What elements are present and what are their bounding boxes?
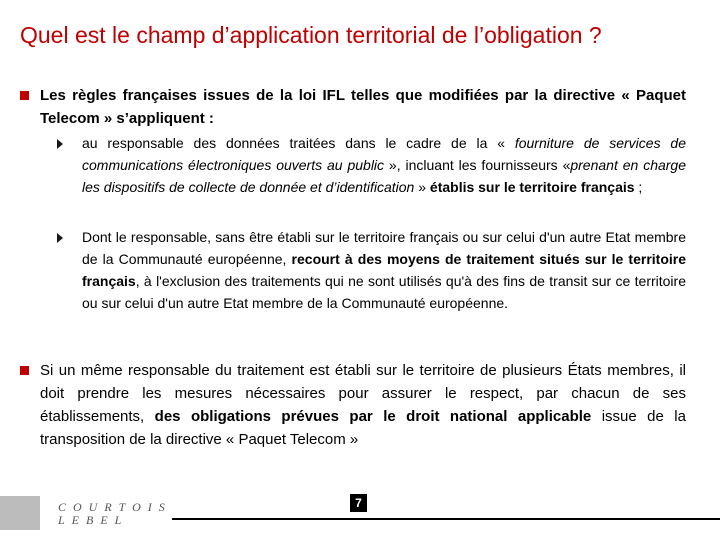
arrow-bullet-icon — [57, 233, 63, 243]
sub-text-4: prenant en charge les dispositifs de collecte de donnée et d’identification — [82, 157, 686, 195]
logo-line-2: LEBEL — [58, 513, 129, 527]
logo-line-1: COURTOIS — [58, 500, 172, 514]
bullet-text-2: des obligations prévues par le droit national applicable — [154, 408, 592, 425]
sub-text-3: », incluant les fournisseurs « — [384, 157, 571, 173]
sub-text-6: établis sur le territoire français — [429, 179, 635, 195]
courtois-lebel-logo — [0, 496, 172, 530]
page-number: 7 — [350, 494, 367, 512]
sub-bullet-means-of-processing — [82, 226, 686, 314]
bullet-applicable-rules — [40, 84, 686, 130]
sub-bullet-responsible-services — [82, 132, 686, 198]
sub-text-2: recourt à des moyens de traitement situés sur le territoire français — [82, 251, 687, 289]
sub-text-2: fourniture de services de communications électroniques ouverts au public — [82, 135, 686, 173]
sub-text-3: , à l'exclusion des traitements qui ne sont utilisés qu'à des fins de transit sur ce territoire ou sur celui d'un autre Etat membre de la Communauté européenne. — [82, 273, 686, 311]
bullet-text-3: issue de la transposition de la directive « Paquet Telecom » — [40, 408, 686, 448]
logo-grey-block — [0, 496, 40, 530]
square-bullet-icon — [20, 366, 29, 375]
bullet-multiple-member-states — [40, 359, 686, 451]
square-bullet-icon — [20, 91, 29, 100]
sub-text-5: » — [414, 179, 430, 195]
bullet-text-1: Si un même responsable du traitement est établi sur le territoire de plusieurs États membres, il doit prendre les mesures nécessaires pour assurer le respect, par chacun de ses établissements, — [40, 362, 686, 425]
bullet-text: Les règles françaises issues de la loi IFL telles que modifiées par la directive « Paquet Telecom » s’appliquent : — [40, 87, 686, 127]
sub-text-1: Dont le responsable, sans être établi sur le territoire français ou sur celui d'un autre Etat membre de la Communauté européenne, — [82, 229, 686, 267]
footer-divider — [172, 518, 720, 520]
sub-text-1: au responsable des données traitées dans le cadre de la « — [82, 135, 515, 151]
sub-text-7: ; — [634, 179, 643, 195]
arrow-bullet-icon — [57, 139, 63, 149]
slide-title: Quel est le champ d’application territorial de l’obligation ? — [20, 22, 602, 48]
